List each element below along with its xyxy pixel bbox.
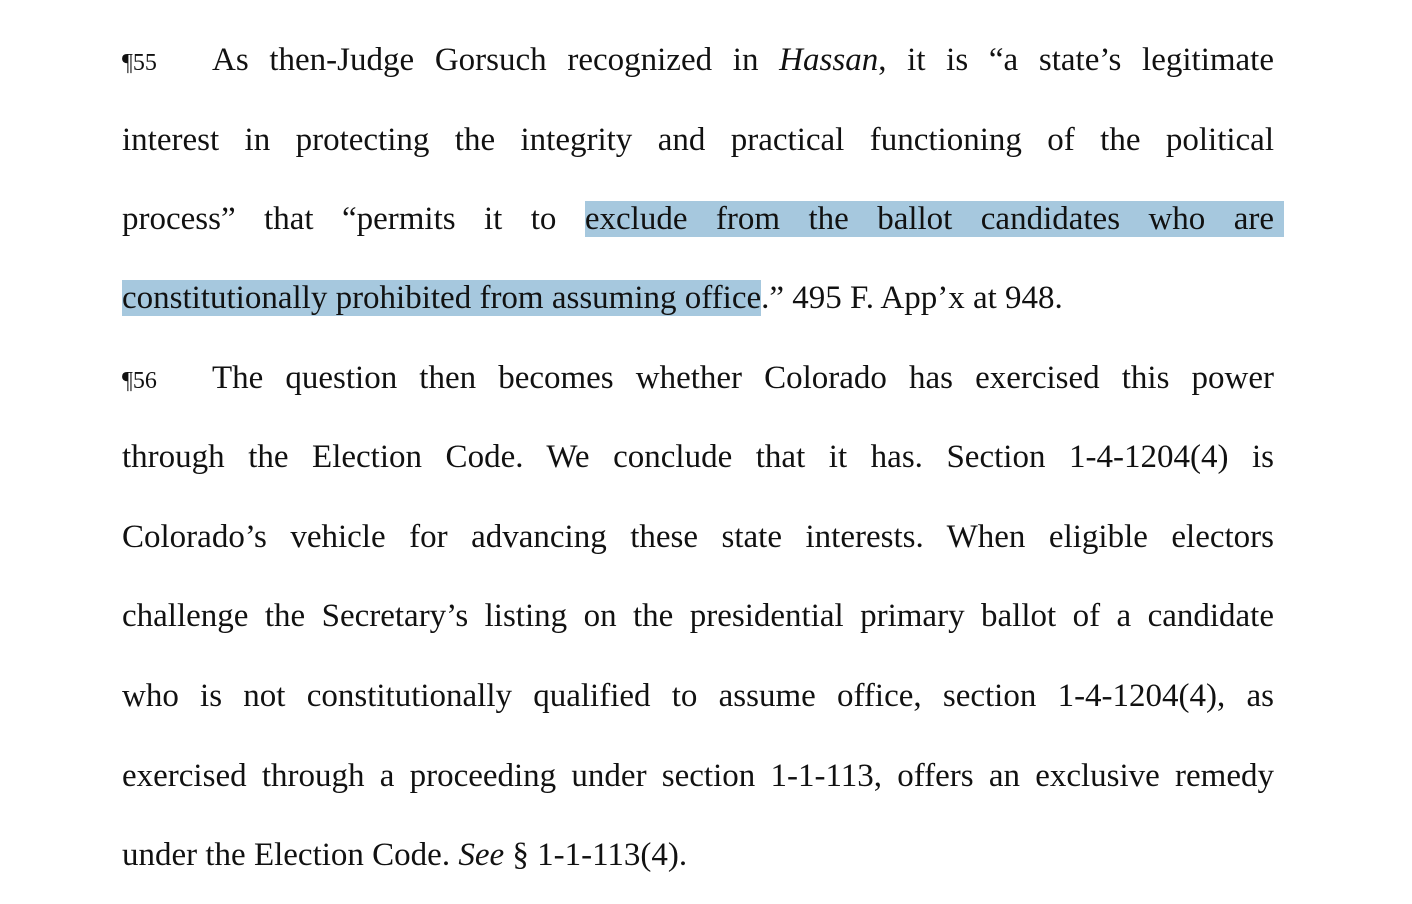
p55-l1-text: As then-Judge Gorsuch recognized in (212, 42, 780, 78)
paragraph-56-line-6: exercised through a proceeding under section 1-1-113, offers an exclusive remedy (122, 758, 1274, 794)
citation-text: .” 495 F. App’x at 948. (761, 280, 1063, 316)
paragraph-55-line-2: interest in protecting the integrity and practical functioning of the political (122, 122, 1274, 158)
case-name-hassan: Hassan (779, 42, 879, 78)
signal-see: See (458, 837, 505, 873)
highlighted-text-continued: constitutionally prohibited from assuming office (122, 280, 762, 316)
paragraph-55-line-4 (122, 278, 1274, 318)
p55-l3-text: process” that “permits it to (122, 201, 585, 237)
paragraph-number-56: ¶56 (122, 368, 157, 394)
paragraph-56-line-4: challenge the Secretary’s listing on the presidential primary ballot of a candidate (122, 598, 1274, 634)
p56-l7-text: under the Election Code. (122, 837, 459, 873)
p56-l1-text: The question then becomes whether Colorado has exercised this power (212, 360, 1274, 396)
highlighted-text: exclude from the ballot candidates who are (585, 201, 1284, 237)
paragraph-55-line-3 (122, 199, 1274, 239)
paragraph-56-line-5: who is not constitutionally qualified to assume office, section 1-4-1204(4), as (122, 678, 1274, 714)
paragraph-56-line-7 (122, 835, 1274, 875)
statute-citation: § 1-1-113(4). (504, 837, 688, 873)
paragraph-number-55: ¶55 (122, 50, 157, 76)
paragraph-56-line-1 (122, 358, 1274, 401)
paragraph-56-line-2: through the Election Code. We conclude that it has. Section 1-4-1204(4) is (122, 439, 1274, 475)
paragraph-56-line-3: Colorado’s vehicle for advancing these state interests. When eligible electors (122, 519, 1274, 555)
p55-l1-text-end: , it is “a state’s legitimate (878, 42, 1274, 78)
paragraph-55-line-1 (122, 40, 1274, 83)
